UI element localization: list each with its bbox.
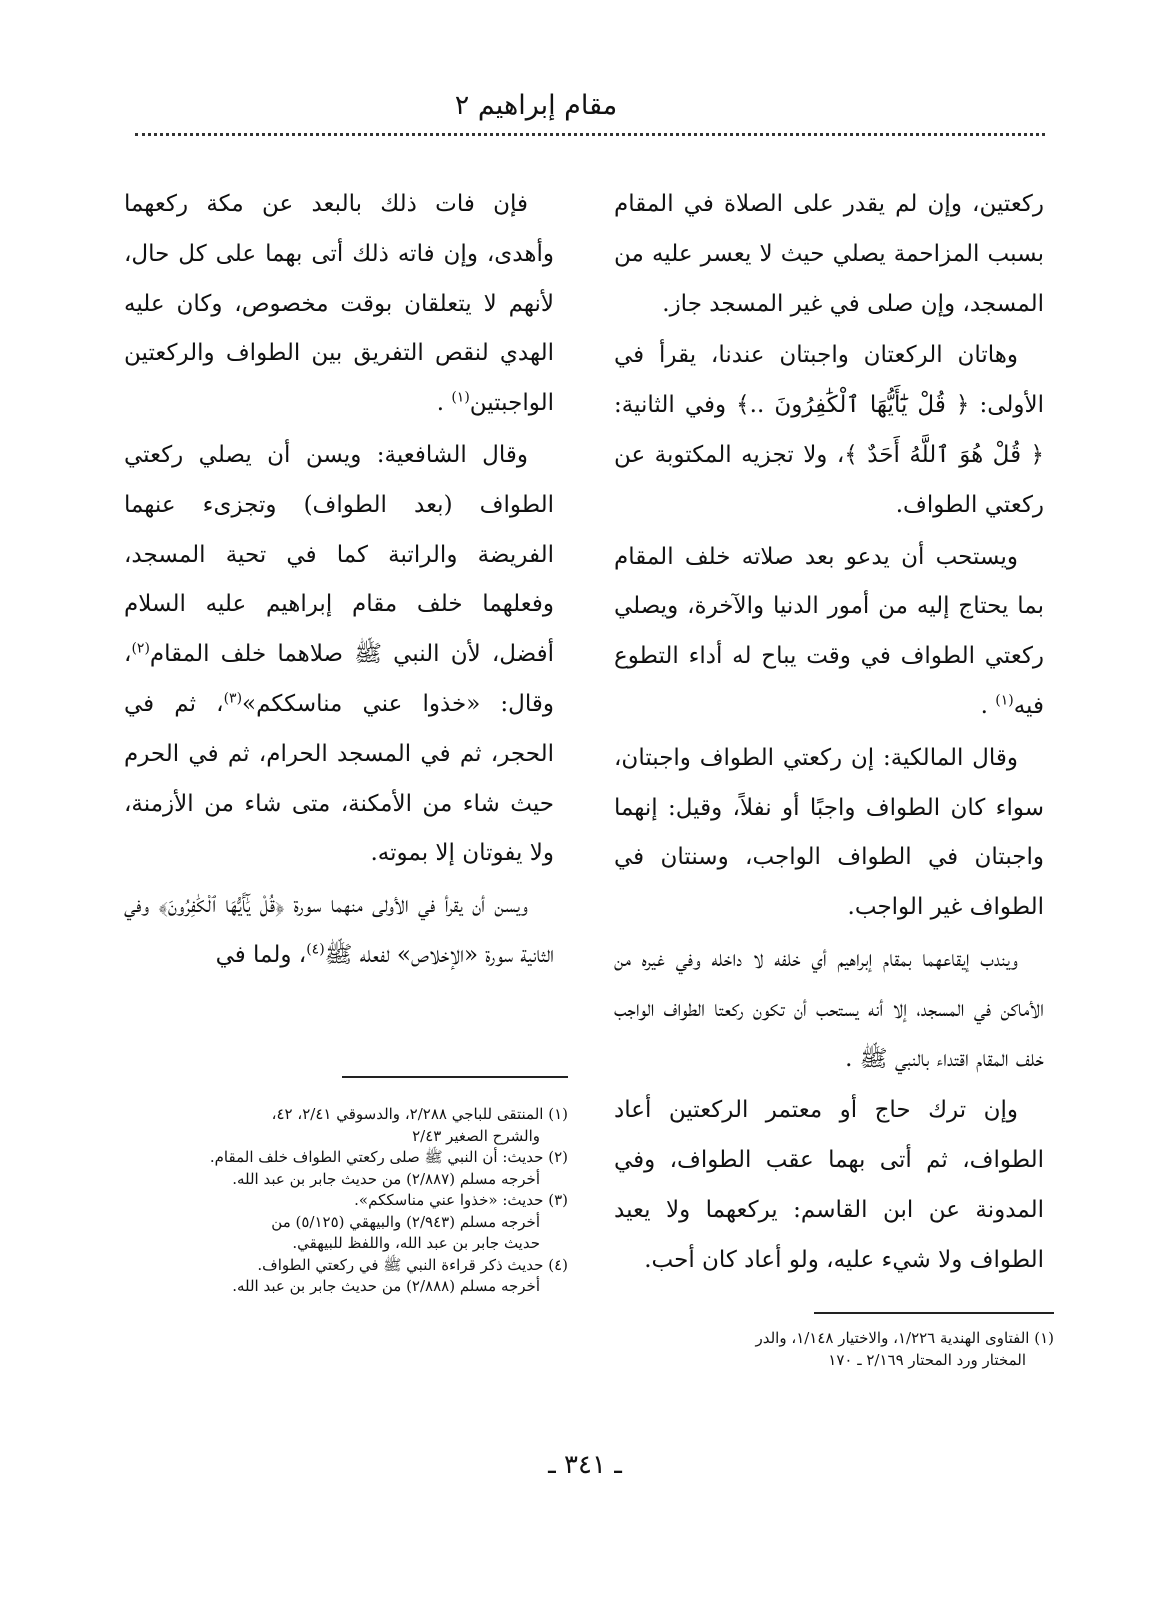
paragraph: وإن ترك حاج أو معتمر الركعتين أعاد الطواف، ثم أتى بهما عقب الطواف، وفي المدونة عن ابن القاسم: يركعهما ولا يعيد الطواف ولا شيء عليه، ولو أعاد كان أحب. [614, 1097, 1044, 1273]
footnote-line: أخرجه مسلم (٢/٨٨٨) من حديث جابر بن عبد الله. [232, 1277, 540, 1295]
paragraph: فإن فات ذلك بالبعد عن مكة ركعهما وأهدى، وإن فاته ذلك أتى بهما على كل حال، لأنهم لا يتعلقان بوقت مخصوص، وكان عليه الهدي لنقص التفريق بين الطواف والركعتين الواجبتين$^{(١)}$ . [124, 191, 554, 417]
footnote-marker: (٤) [306, 941, 325, 958]
paragraph: ويسن أن يقرأ في الأولى منهما سورة ﴿قُلْ يَٰٓأَيُّهَا ٱلْكَٰفِرُونَ﴾ وفي الثانية سورة «الإخلاص» لفعله ﷺ$^{(٤)}$، ولما في [124, 892, 554, 968]
footnote-line: المختار ورد المحتار ٢/١٦٩ ـ ١٧٠ [828, 1350, 1026, 1369]
footnote-line: أخرجه مسلم (٢/٨٨٧) من حديث جابر بن عبد الله. [232, 1169, 540, 1188]
footnote-marker: (٢) [131, 640, 150, 657]
footnote-line: حديث جابر بن عبد الله، واللفظ للبيهقي. [292, 1234, 540, 1252]
footnote-line: (١) الفتاوى الهندية ١/٢٢٦، والاختيار ١/١٤٨، والدر [755, 1329, 1054, 1347]
running-header-title: مقام إبراهيم ٢ [454, 90, 618, 121]
footnote-separator [342, 1076, 568, 1078]
footnote-marker: (١) [451, 389, 470, 406]
paragraph: وقال الشافعية: ويسن أن يصلي ركعتي الطواف (بعد الطواف) وتجزىء عنهما الفريضة والراتبة كما في تحية المسجد، وفعلهما خلف مقام إبراهيم عليه السلام أفضل، لأن النبي ﷺ صلاهما خلف المقام$^{(٢)}$، وقال: «خذوا عني مناسككم»$^{(٣)}$، ثم في الحجر، ثم في المسجد الحرام، ثم في الحرم حيث شاء من الأمكنة، متى شاء من الأزمنة، ولا يفوتان إلا بموته. [124, 441, 554, 867]
header-dotted-rule [135, 133, 1045, 136]
footnote-line: (٣) حديث: «خذوا عني مناسككم». [354, 1191, 568, 1209]
paragraph: وهاتان الركعتان واجبتان عندنا، يقرأ في الأولى: ﴿ قُلْ يَٰٓأَيُّهَا ٱلْكَٰفِرُونَ ..﴾ وفي الثانية: ﴿ قُلْ هُوَ ٱللَّهُ أَحَدٌ ﴾، ولا تجزيه المكتوبة عن ركعتي الطواف. [614, 342, 1044, 518]
footnote-marker: (٣) [223, 690, 243, 707]
right-column [614, 180, 1044, 1286]
footnotes-right [618, 1328, 1054, 1371]
footnote-marker: (١) [995, 692, 1014, 709]
footnote-line: (٤) حديث ذكر قراءة النبي ﷺ في ركعتي الطواف. [257, 1255, 568, 1274]
footnote-line: (٢) حديث: أن النبي ﷺ صلى ركعتي الطواف خلف المقام. [209, 1148, 568, 1166]
paragraph: ويستحب أن يدعو بعد صلاته خلف المقام بما يحتاج إليه من أمور الدنيا والآخرة، ويصلي ركعتي الطواف في وقت يباح له أداء التطوع فيه$^{(١)}$ . [614, 543, 1044, 719]
footnote-line: (١) المنتقى للباجي ٢/٢٨٨، والدسوقي ٢/٤١، ٤٢، [271, 1105, 568, 1123]
paragraph: وقال المالكية: إن ركعتي الطواف واجبتان، سواء كان الطواف واجبًا أو نفلاً، وقيل: إنهما واجبتان في الطواف الواجب، وسنتان في الطواف غير الواجب. [614, 744, 1044, 921]
footnote-line: والشرح الصغير ٢/٤٣ [412, 1126, 540, 1145]
paragraph: ويندب إيقاعهما بمقام إبراهيم أي خلفه لا داخله وفي غيره من الأماكن في المسجد، إلا أنه يستحب أن تكون ركعتا الطواف الواجب خلف المقام اقتداء بالنبي ﷺ . [614, 945, 1044, 1072]
footnotes-left [123, 1104, 568, 1298]
paragraph: ركعتين، وإن لم يقدر على الصلاة في المقام بسبب المزاحمة يصلي حيث لا يعسر عليه من المسجد، وإن صلى في غير المسجد جاز. [614, 191, 1044, 317]
page-number: ـ ٣٤١ ـ [548, 1450, 622, 1480]
footnote-separator [814, 1312, 1054, 1314]
left-column [124, 180, 554, 981]
footnote-line: أخرجه مسلم (٢/٩٤٣) والبيهقي (٥/١٢٥) من [271, 1212, 540, 1231]
